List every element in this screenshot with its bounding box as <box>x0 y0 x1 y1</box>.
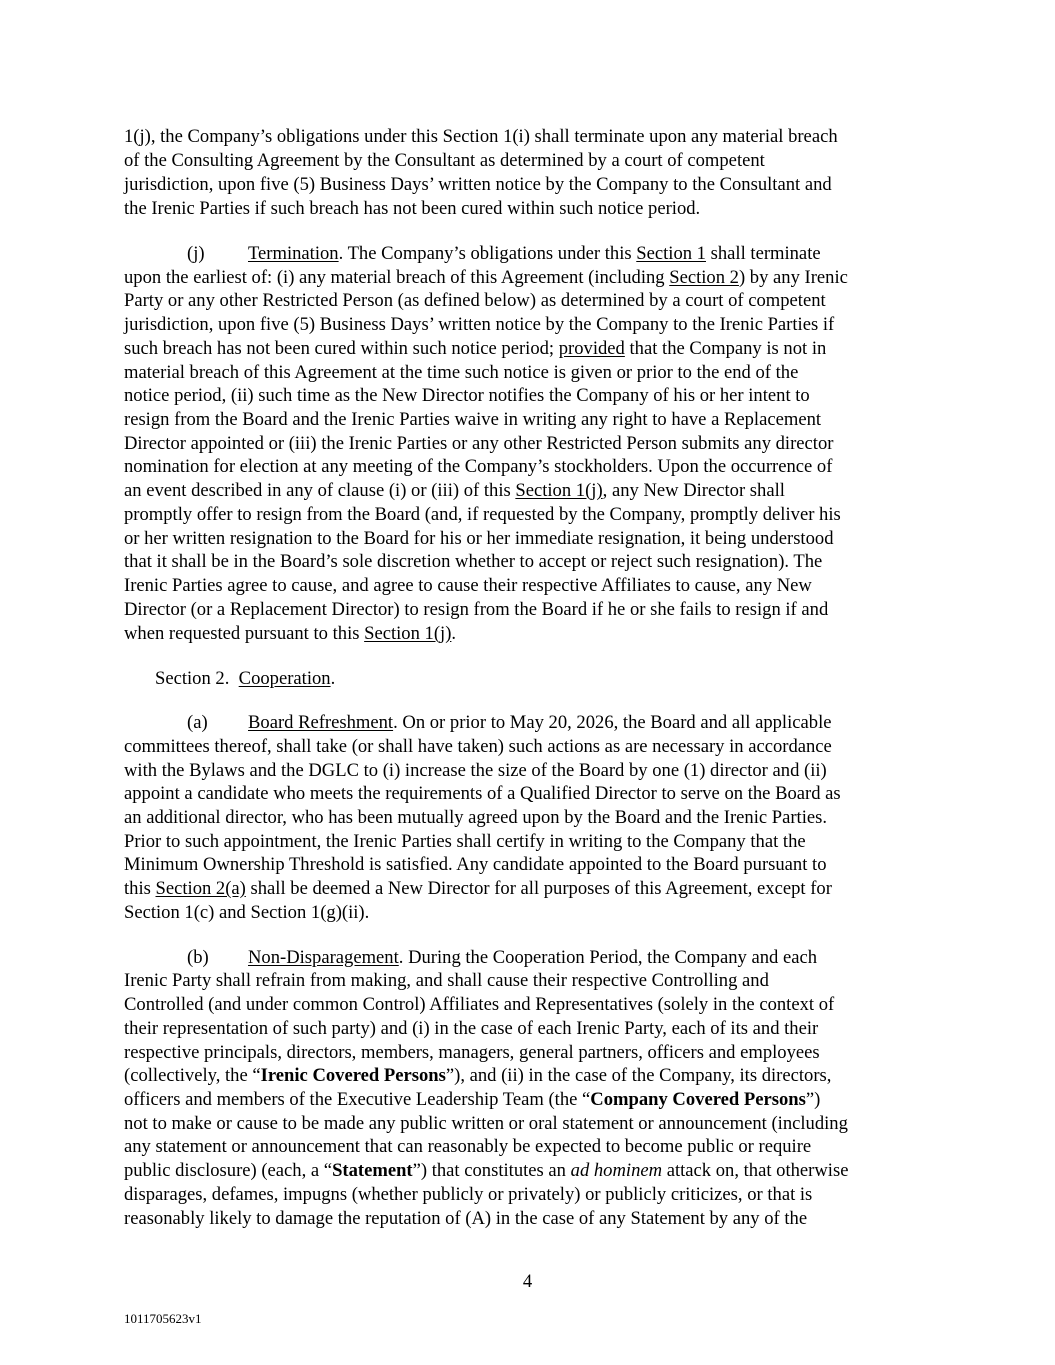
paragraph-line: jurisdiction, upon five (5) Business Days’ written notice by the Company to the Irenic Parties if <box>124 314 835 335</box>
paragraph-line <box>124 1159 848 1183</box>
cross-reference: Section 2 <box>669 267 739 288</box>
paragraph-line <box>124 479 785 503</box>
text-run: public disclosure) (each, a “ <box>124 1160 333 1181</box>
paragraph-line <box>124 266 848 290</box>
text-run: such breach has not been cured within such notice period; <box>124 338 559 359</box>
text-run: (collectively, the “ <box>124 1065 261 1086</box>
text-run: ”) that constitutes an <box>412 1160 571 1181</box>
paragraph-line: Director (or a Replacement Director) to resign from the Board if he or she fails to resign if and <box>124 599 829 620</box>
paragraph-line: disparages, defames, impugns (whether publicly or privately) or publicly criticizes, or that is <box>124 1184 813 1205</box>
paragraph-line: jurisdiction, upon five (5) Business Days’ written notice by the Company to the Consultant and <box>124 174 832 195</box>
clause-marker-a: (a) <box>187 712 208 733</box>
text-run: officers and members of the Executive Leadership Team (the “ <box>124 1089 591 1110</box>
document-id: 1011705623v1 <box>124 1311 202 1326</box>
paragraph-line <box>124 1088 820 1112</box>
text-run: attack on, that otherwise <box>662 1160 849 1181</box>
paragraph-line: resign from the Board and the Irenic Parties waive in writing any right to have a Replacement <box>124 409 822 430</box>
text-run: , any New Director shall <box>602 480 785 501</box>
paragraph-line: of the Consulting Agreement by the Consultant as determined by a court of competent <box>124 150 765 171</box>
text-run: ”), and (ii) in the case of the Company, its directors, <box>445 1065 832 1086</box>
paragraph-line: or her written resignation to the Board for his or her immediate resignation, it being understood <box>124 528 834 549</box>
cross-reference: Section 2(a) <box>155 878 246 899</box>
clause-j-line <box>248 242 821 266</box>
clause-a-line <box>248 711 832 735</box>
cross-reference: Section 1(j) <box>515 480 603 501</box>
defined-term: provided <box>558 338 625 359</box>
text-run: . During the Cooperation Period, the Company and each <box>398 947 818 968</box>
paragraph-line: not to make or cause to be made any public written or oral statement or announcement (including <box>124 1113 848 1134</box>
paragraph-line <box>124 622 456 646</box>
paragraph-line: Party or any other Restricted Person (as defined below) as determined by a court of competent <box>124 290 826 311</box>
clause-heading-termination: Termination <box>248 243 339 264</box>
paragraph-line: Controlled (and under common Control) Affiliates and Representatives (solely in the context of <box>124 994 835 1015</box>
italic-term: ad hominem <box>570 1160 663 1181</box>
paragraph-line: promptly offer to resign from the Board (and, if requested by the Company, promptly deliver his <box>124 504 841 525</box>
text-run: ) by any Irenic <box>738 267 848 288</box>
text-run: when requested pursuant to this <box>124 623 365 644</box>
defined-term: Company Covered Persons <box>590 1089 806 1110</box>
defined-term: Statement <box>332 1160 413 1181</box>
paragraph-line: their representation of such party) and (i) in the case of each Irenic Party, each of its and their <box>124 1018 819 1039</box>
section-number: Section 2. <box>155 668 239 689</box>
clause-marker-j: (j) <box>187 243 205 264</box>
text-run: . <box>330 668 336 689</box>
paragraph-line <box>124 337 826 361</box>
section-heading <box>155 667 335 691</box>
cross-reference: Section 1 <box>636 243 706 264</box>
text-run: an event described in any of clause (i) or (iii) of this <box>124 480 516 501</box>
paragraph-line: Minimum Ownership Threshold is satisfied. Any candidate appointed to the Board pursuant to <box>124 854 827 875</box>
paragraph-line: material breach of this Agreement at the time such notice is given or prior to the end of the <box>124 362 799 383</box>
paragraph-line: that it shall be in the Board’s sole discretion whether to accept or reject such resignation). The <box>124 551 823 572</box>
clause-heading-non-disparagement: Non-Disparagement <box>248 947 399 968</box>
clause-heading-board-refreshment: Board Refreshment <box>248 712 394 733</box>
paragraph-line: Irenic Parties agree to cause, and agree to cause their respective Affiliates to cause, any New <box>124 575 812 596</box>
paragraph-line: committees thereof, shall take (or shall have taken) such actions as are necessary in accordance <box>124 736 832 757</box>
paragraph-line: with the Bylaws and the DGLC to (i) increase the size of the Board by one (1) director and (ii) <box>124 760 827 781</box>
clause-marker-b: (b) <box>187 947 209 968</box>
section-title: Cooperation <box>238 668 331 689</box>
clause-b-line <box>248 946 817 970</box>
paragraph-line: appoint a candidate who meets the requirements of a Qualified Director to serve on the Board as <box>124 783 841 804</box>
text-run: that the Company is not in <box>624 338 827 359</box>
paragraph-line: Section 1(c) and Section 1(g)(ii). <box>124 902 370 923</box>
paragraph-line <box>124 877 832 901</box>
text-run: ”) <box>805 1089 821 1110</box>
paragraph-line: Prior to such appointment, the Irenic Parties shall certify in writing to the Company that the <box>124 831 806 852</box>
paragraph-line: any statement or announcement that can reasonably be expected to become public or require <box>124 1136 812 1157</box>
paragraph-line: 1(j), the Company’s obligations under this Section 1(i) shall terminate upon any material breach <box>124 126 838 147</box>
text-run: shall terminate <box>705 243 821 264</box>
paragraph-line: Irenic Party shall refrain from making, and shall cause their respective Controlling and <box>124 970 769 991</box>
paragraph-line: nomination for election at any meeting of the Company’s stockholders. Upon the occurrence of <box>124 456 833 477</box>
text-run: upon the earliest of: (i) any material breach of this Agreement (including <box>124 267 670 288</box>
text-run: . <box>451 623 457 644</box>
cross-reference: Section 1(j) <box>364 623 452 644</box>
paragraph-line: reasonably likely to damage the reputation of (A) in the case of any Statement by any of the <box>124 1208 808 1229</box>
text-run: this <box>124 878 156 899</box>
paragraph-line: respective principals, directors, members, managers, general partners, officers and employees <box>124 1042 820 1063</box>
paragraph-line: the Irenic Parties if such breach has not been cured within such notice period. <box>124 198 701 219</box>
text-run: shall be deemed a New Director for all purposes of this Agreement, except for <box>245 878 832 899</box>
paragraph-line: an additional director, who has been mutually agreed upon by the Board and the Irenic Parties. <box>124 807 828 828</box>
paragraph-line <box>124 1064 831 1088</box>
text-run: . The Company’s obligations under this <box>338 243 637 264</box>
paragraph-line: Director appointed or (iii) the Irenic Parties or any other Restricted Person submits any director <box>124 433 834 454</box>
page-number: 4 <box>522 1271 533 1292</box>
defined-term: Irenic Covered Persons <box>260 1065 446 1086</box>
text-run: . On or prior to May 20, 2026, the Board and all applicable <box>393 712 832 733</box>
paragraph-line: notice period, (ii) such time as the New Director notifies the Company of his or her intent to <box>124 385 810 406</box>
